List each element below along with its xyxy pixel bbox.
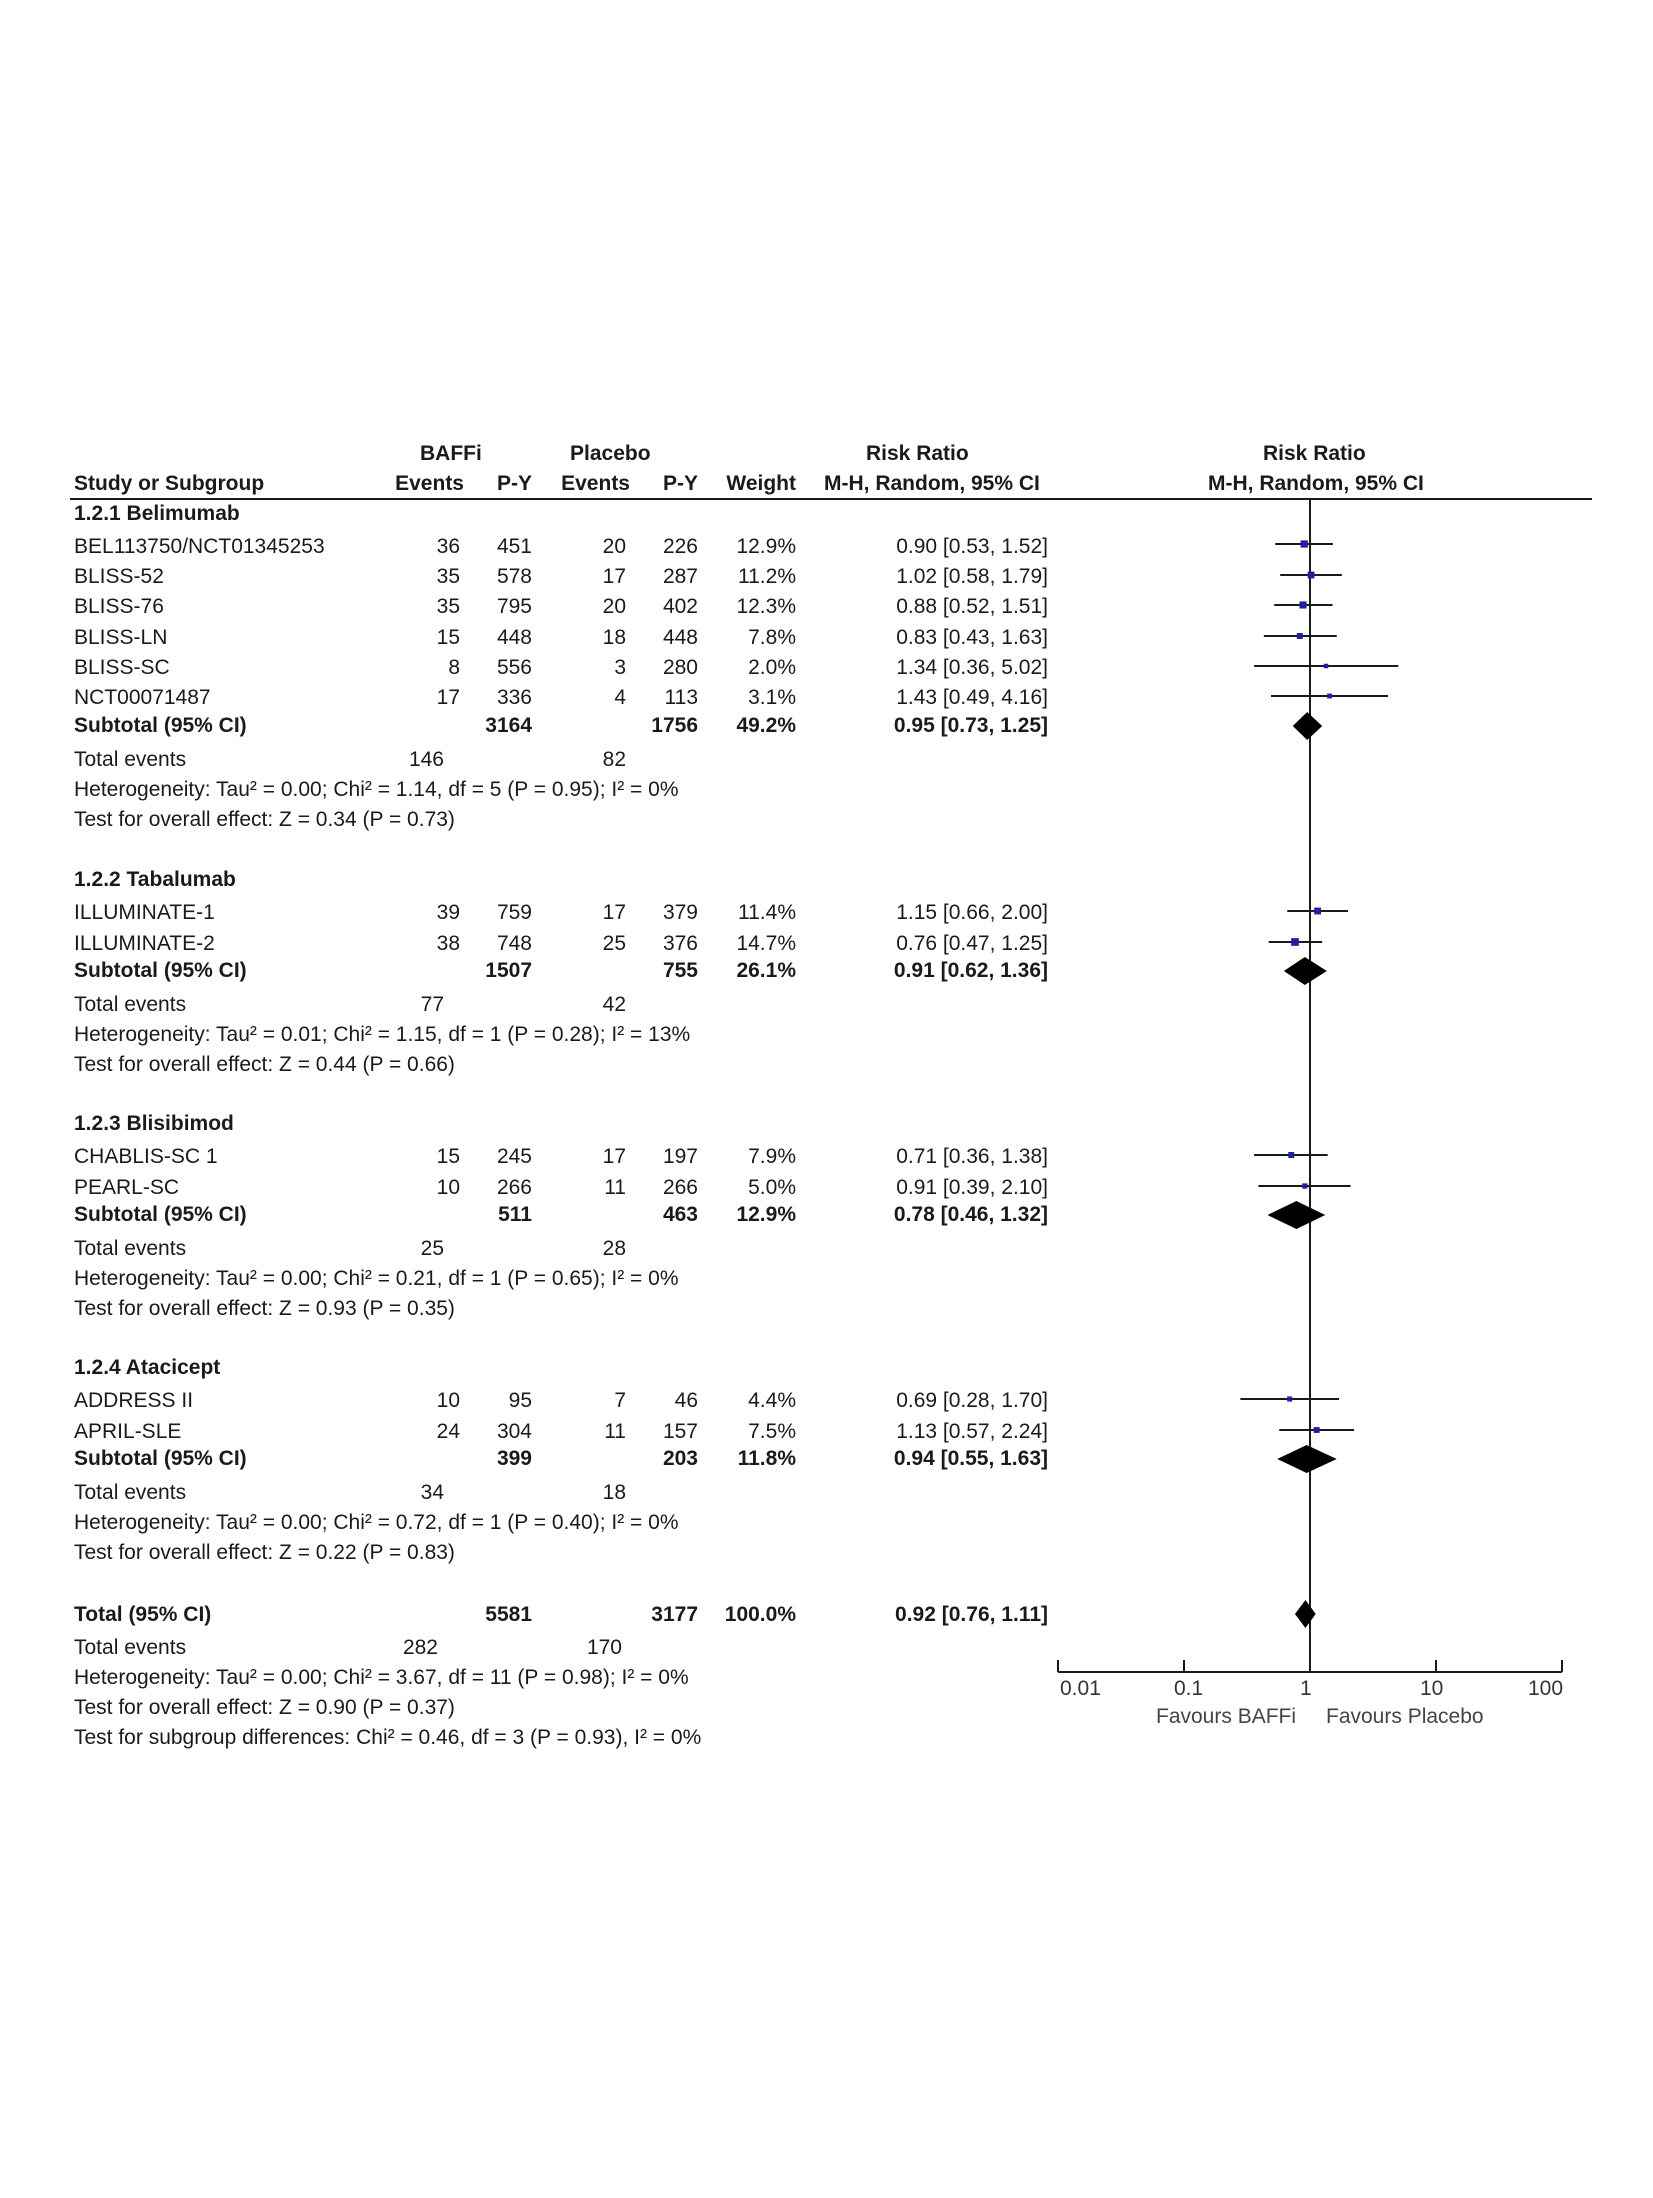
subtotal-baffi-py: 1507 — [485, 959, 532, 982]
subgroup-title: 1.2.4 Atacicept — [74, 1356, 221, 1379]
grand-total-events-label: Total events — [74, 1636, 187, 1659]
study-marker — [1301, 540, 1308, 547]
subtotal-baffi-py: 399 — [496, 1447, 532, 1470]
baffi-events: 17 — [436, 686, 460, 709]
study-marker — [1302, 1183, 1307, 1188]
study-risk-ratio: 1.02 [0.58, 1.79] — [896, 565, 1048, 588]
subtotal-diamond — [1268, 1201, 1326, 1229]
study-marker — [1291, 938, 1299, 946]
risk-ratio-plot-header: Risk Ratio — [1263, 442, 1366, 465]
overall-diamond — [1295, 1600, 1316, 1628]
study-name: APRIL-SLE — [74, 1420, 182, 1443]
study-weight: 11.4% — [738, 901, 796, 924]
study-weight: 4.4% — [748, 1389, 796, 1412]
total-risk-ratio: 0.92 [0.76, 1.11] — [895, 1603, 1048, 1626]
placebo-events: 3 — [614, 656, 626, 679]
study-risk-ratio: 0.76 [0.47, 1.25] — [896, 932, 1048, 955]
risk-ratio-header: Risk Ratio — [866, 442, 969, 465]
subtotal-diamond — [1277, 1445, 1336, 1473]
total-events-placebo: 82 — [602, 748, 626, 771]
placebo-events: 17 — [602, 901, 626, 924]
total-events-placebo: 28 — [602, 1237, 626, 1260]
total-weight: 100.0% — [724, 1603, 796, 1626]
placebo-py: 113 — [664, 686, 698, 709]
x-tick-label: 0.01 — [1060, 1677, 1101, 1700]
study-name: BLISS-52 — [74, 565, 164, 588]
study-weight: 11.2% — [738, 565, 796, 588]
x-tick-label: 1 — [1300, 1677, 1312, 1700]
total-overall-effect-text: Test for overall effect: Z = 0.90 (P = 0.37) — [74, 1696, 455, 1719]
study-risk-ratio: 0.69 [0.28, 1.70] — [896, 1389, 1048, 1412]
baffi-events: 15 — [436, 626, 460, 649]
placebo-py: 226 — [662, 535, 698, 558]
subtotal-risk-ratio: 0.78 [0.46, 1.32] — [893, 1203, 1048, 1226]
subgroup-title: 1.2.3 Blisibimod — [74, 1112, 234, 1135]
placebo-py-header: P-Y — [662, 472, 698, 495]
baffi-events: 15 — [436, 1145, 460, 1168]
favours-placebo-label: Favours Placebo — [1326, 1705, 1484, 1728]
plot-method-header: M-H, Random, 95% CI — [1208, 472, 1424, 495]
baffi-py: 748 — [496, 932, 532, 955]
study-risk-ratio: 1.13 [0.57, 2.24] — [896, 1420, 1048, 1443]
baffi-py: 304 — [496, 1420, 532, 1443]
subtotal-weight: 26.1% — [736, 959, 796, 982]
subgroup-title: 1.2.1 Belimumab — [74, 502, 240, 525]
study-name: CHABLIS-SC 1 — [74, 1145, 218, 1168]
placebo-events: 20 — [602, 535, 626, 558]
study-weight: 7.9% — [748, 1145, 796, 1168]
subtotal-baffi-py: 511 — [498, 1203, 532, 1226]
placebo-events: 18 — [602, 626, 626, 649]
placebo-events: 7 — [614, 1389, 626, 1412]
total-events-baffi: 77 — [420, 993, 444, 1016]
study-name: ILLUMINATE-1 — [74, 901, 215, 924]
baffi-events: 39 — [436, 901, 460, 924]
placebo-py: 280 — [662, 656, 698, 679]
study-weight: 2.0% — [748, 656, 796, 679]
baffi-events: 36 — [436, 535, 460, 558]
study-name: NCT00071487 — [74, 686, 211, 709]
x-tick-label: 100 — [1528, 1677, 1564, 1700]
subtotal-diamond — [1293, 712, 1322, 740]
baffi-py: 759 — [496, 901, 532, 924]
subtotal-risk-ratio: 0.94 [0.55, 1.63] — [893, 1447, 1048, 1470]
placebo-py: 402 — [662, 595, 698, 618]
x-tick-label: 0.1 — [1174, 1677, 1204, 1700]
subtotal-placebo-py: 755 — [662, 959, 698, 982]
study-risk-ratio: 0.83 [0.43, 1.63] — [896, 626, 1048, 649]
subtotal-placebo-py: 1756 — [651, 714, 698, 737]
total-events-label: Total events — [74, 748, 187, 771]
study-weight: 12.3% — [736, 595, 796, 618]
subtotal-weight: 11.8% — [737, 1447, 796, 1470]
placebo-group-header: Placebo — [570, 442, 651, 465]
study-name: PEARL-SC — [74, 1176, 180, 1199]
total-heterogeneity-text: Heterogeneity: Tau² = 0.00; Chi² = 3.67, df = 11 (P = 0.98); I² = 0% — [74, 1666, 689, 1689]
subtotal-risk-ratio: 0.95 [0.73, 1.25] — [893, 714, 1048, 737]
total-events-baffi: 146 — [408, 748, 444, 771]
baffi-py-header: P-Y — [496, 472, 532, 495]
subtotal-label: Subtotal (95% CI) — [74, 714, 247, 737]
baffi-py: 795 — [496, 595, 532, 618]
total-placebo-py: 3177 — [651, 1603, 698, 1626]
subtotal-placebo-py: 463 — [662, 1203, 698, 1226]
study-weight: 7.8% — [748, 626, 796, 649]
baffi-events: 35 — [436, 595, 460, 618]
total-events-label: Total events — [74, 1237, 187, 1260]
study-marker — [1288, 1152, 1294, 1158]
subtotal-diamond — [1284, 957, 1327, 985]
placebo-py: 448 — [662, 626, 698, 649]
study-marker — [1314, 908, 1321, 915]
heterogeneity-text: Heterogeneity: Tau² = 0.00; Chi² = 1.14, df = 5 (P = 0.95); I² = 0% — [74, 778, 679, 801]
study-marker — [1327, 694, 1332, 699]
baffi-py: 556 — [496, 656, 532, 679]
overall-effect-text: Test for overall effect: Z = 0.44 (P = 0.66) — [74, 1053, 455, 1076]
overall-effect-text: Test for overall effect: Z = 0.34 (P = 0.73) — [74, 808, 455, 831]
study-marker — [1299, 601, 1306, 608]
subtotal-baffi-py: 3164 — [485, 714, 532, 737]
total-label: Total (95% CI) — [74, 1603, 212, 1626]
study-weight: 3.1% — [748, 686, 796, 709]
grand-total-events-placebo: 170 — [586, 1636, 622, 1659]
subgroup-differences-text: Test for subgroup differences: Chi² = 0.46, df = 3 (P = 0.93), I² = 0% — [74, 1726, 702, 1749]
method-header: M-H, Random, 95% CI — [824, 472, 1040, 495]
heterogeneity-text: Heterogeneity: Tau² = 0.00; Chi² = 0.72, df = 1 (P = 0.40); I² = 0% — [74, 1511, 679, 1534]
placebo-py: 46 — [674, 1389, 698, 1412]
study-risk-ratio: 0.71 [0.36, 1.38] — [896, 1145, 1048, 1168]
study-name: ILLUMINATE-2 — [74, 932, 215, 955]
placebo-py: 376 — [662, 932, 698, 955]
study-risk-ratio: 0.88 [0.52, 1.51] — [896, 595, 1048, 618]
study-weight: 14.7% — [736, 932, 796, 955]
placebo-events: 17 — [602, 1145, 626, 1168]
placebo-py: 266 — [662, 1176, 698, 1199]
baffi-events: 35 — [436, 565, 460, 588]
total-events-placebo: 42 — [602, 993, 626, 1016]
baffi-py: 578 — [496, 565, 532, 588]
study-name: ADDRESS II — [74, 1389, 194, 1412]
placebo-events: 11 — [604, 1176, 626, 1199]
subtotal-label: Subtotal (95% CI) — [74, 959, 247, 982]
study-marker — [1314, 1427, 1320, 1433]
baffi-events: 38 — [436, 932, 460, 955]
study-risk-ratio: 1.15 [0.66, 2.00] — [896, 901, 1048, 924]
study-name: BLISS-LN — [74, 626, 168, 649]
placebo-events: 17 — [602, 565, 626, 588]
overall-effect-text: Test for overall effect: Z = 0.93 (P = 0.35) — [74, 1297, 455, 1320]
placebo-events: 4 — [614, 686, 626, 709]
placebo-py: 197 — [662, 1145, 698, 1168]
total-events-baffi: 25 — [420, 1237, 444, 1260]
total-baffi-py: 5581 — [485, 1603, 532, 1626]
study-risk-ratio: 0.90 [0.53, 1.52] — [896, 535, 1048, 558]
study-risk-ratio: 1.43 [0.49, 4.16] — [896, 686, 1048, 709]
study-marker — [1324, 664, 1329, 669]
study-marker — [1287, 1396, 1292, 1401]
subgroup-title: 1.2.2 Tabalumab — [74, 868, 236, 891]
study-name: BLISS-SC — [74, 656, 170, 679]
study-marker — [1308, 572, 1315, 579]
subtotal-label: Subtotal (95% CI) — [74, 1447, 247, 1470]
study-name: BEL113750/NCT01345253 — [74, 535, 325, 558]
baffi-events: 10 — [436, 1176, 460, 1199]
study-weight: 7.5% — [748, 1420, 796, 1443]
total-events-placebo: 18 — [602, 1481, 626, 1504]
study-weight: 5.0% — [748, 1176, 796, 1199]
placebo-events-header: Events — [561, 472, 630, 495]
baffi-py: 451 — [496, 535, 532, 558]
study-risk-ratio: 1.34 [0.36, 5.02] — [896, 656, 1048, 679]
grand-total-events-baffi: 282 — [402, 1636, 438, 1659]
baffi-events: 8 — [448, 656, 460, 679]
placebo-events: 11 — [604, 1420, 626, 1443]
placebo-py: 379 — [662, 901, 698, 924]
study-name: BLISS-76 — [74, 595, 164, 618]
placebo-events: 25 — [602, 932, 626, 955]
baffi-events: 10 — [436, 1389, 460, 1412]
heterogeneity-text: Heterogeneity: Tau² = 0.00; Chi² = 0.21, df = 1 (P = 0.65); I² = 0% — [74, 1267, 679, 1290]
baffi-py: 245 — [496, 1145, 532, 1168]
study-column-header: Study or Subgroup — [74, 472, 265, 495]
study-marker — [1297, 633, 1303, 639]
baffi-py: 336 — [496, 686, 532, 709]
subtotal-weight: 12.9% — [736, 1203, 796, 1226]
heterogeneity-text: Heterogeneity: Tau² = 0.01; Chi² = 1.15, df = 1 (P = 0.28); I² = 13% — [74, 1023, 691, 1046]
total-events-label: Total events — [74, 1481, 187, 1504]
baffi-py: 448 — [496, 626, 532, 649]
subtotal-placebo-py: 203 — [662, 1447, 698, 1470]
weight-header: Weight — [726, 472, 796, 495]
total-events-baffi: 34 — [420, 1481, 444, 1504]
favours-baffi-label: Favours BAFFi — [1156, 1705, 1297, 1728]
baffi-py: 95 — [508, 1389, 532, 1412]
placebo-py: 157 — [662, 1420, 698, 1443]
total-events-label: Total events — [74, 993, 187, 1016]
study-risk-ratio: 0.91 [0.39, 2.10] — [896, 1176, 1048, 1199]
baffi-group-header: BAFFi — [420, 442, 482, 465]
subtotal-weight: 49.2% — [736, 714, 796, 737]
overall-effect-text: Test for overall effect: Z = 0.22 (P = 0.83) — [74, 1541, 455, 1564]
study-weight: 12.9% — [736, 535, 796, 558]
subtotal-label: Subtotal (95% CI) — [74, 1203, 247, 1226]
placebo-events: 20 — [602, 595, 626, 618]
baffi-events-header: Events — [395, 472, 464, 495]
baffi-events: 24 — [436, 1420, 460, 1443]
subtotal-risk-ratio: 0.91 [0.62, 1.36] — [893, 959, 1048, 982]
baffi-py: 266 — [496, 1176, 532, 1199]
x-tick-label: 10 — [1420, 1677, 1444, 1700]
placebo-py: 287 — [662, 565, 698, 588]
